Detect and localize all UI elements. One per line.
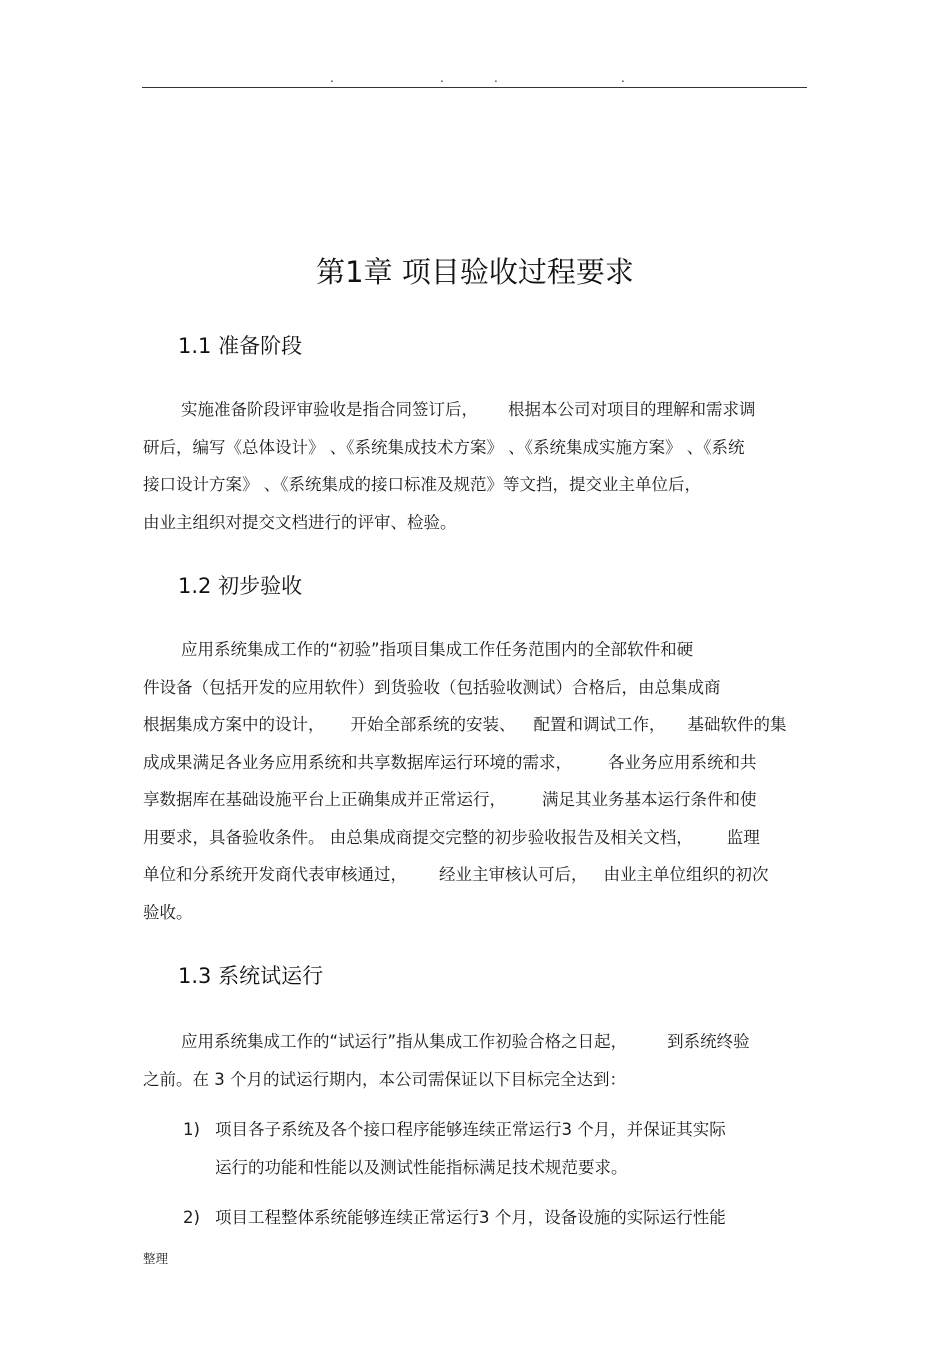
header-rule: [142, 87, 807, 88]
list-item: [183, 1199, 803, 1237]
paragraph-line: 用要求，具备验收条件。 由总集成商提交完整的初步验收报告及相关文档， 监理: [143, 827, 760, 847]
paragraph-line: 成成果满足各业务应用系统和共享数据库运行环境的需求， 各业务应用系统和共: [143, 752, 757, 772]
footer-label: 整理: [143, 1251, 169, 1266]
paragraph-line: 验收。: [143, 902, 193, 922]
list-item-line: 运行的功能和性能以及测试性能指标满足技术规范要求。: [215, 1157, 628, 1177]
section-1-3-paragraph: [143, 1023, 807, 1098]
section-heading-1-2: 1.2 初步验收: [178, 574, 303, 598]
header-dot: .: [330, 71, 334, 85]
paragraph-line: 之前。在 3 个月的试运行期内，本公司需保证以下目标完全达到：: [143, 1069, 626, 1089]
paragraph-line: 根据集成方案中的设计， 开始全部系统的安装、 配置和调试工作， 基础软件的集: [143, 715, 787, 734]
header-dot: .: [494, 71, 498, 85]
list-item-number: 2): [183, 1208, 200, 1227]
paragraph-line: 接口设计方案》 、《系统集成的接口标准及规范》等文挡，提交业主单位后，: [143, 475, 701, 494]
section-1-1-paragraph: [143, 391, 807, 541]
list-item-line: 2) 项目工程整体系统能够连续正常运行3 个月，设备设施的实际运行性能: [183, 1199, 803, 1237]
header-dot: .: [621, 71, 625, 85]
list-item: [183, 1111, 803, 1186]
paragraph-line: 应用系统集成工作的“试运行”指从集成工作初验合格之日起， 到系统终验: [181, 1032, 750, 1051]
paragraph-line: 应用系统集成工作的“初验”指项目集成工作任务范围内的全部软件和硬: [181, 640, 694, 659]
paragraph-line: 享数据库在基础设施平台上正确集成并正常运行， 满足其业务基本运行条件和使: [143, 790, 757, 809]
paragraph-line: 单位和分系统开发商代表审核通过， 经业主审核认可后， 由业主单位组织的初次: [143, 865, 769, 884]
list-item-number: 1): [183, 1120, 200, 1139]
header-dot: .: [440, 71, 444, 85]
section-heading-1-1: 1.1 准备阶段: [178, 334, 303, 358]
list-item-line: 1) 项目各子系统及各个接口程序能够连续正常运行3 个月，并保证其实际: [183, 1111, 803, 1149]
paragraph-line: 件设备（包括开发的应用软件）到货验收（包括验收测试）合格后，由总集成商: [143, 677, 721, 697]
chapter-title: 第1章 项目验收过程要求: [316, 255, 634, 289]
paragraph-line: 实施准备阶段评审验收是指合同签订后， 根据本公司对项目的理解和需求调: [181, 400, 756, 419]
paragraph-line: 由业主组织对提交文档进行的评审、检验。: [143, 512, 457, 532]
paragraph-line: 研后，编写《总体设计》 、《系统集成技术方案》 、《系统集成实施方案》 、《系统: [143, 437, 745, 457]
section-1-2-paragraph: [143, 631, 807, 931]
section-heading-1-3: 1.3 系统试运行: [178, 964, 324, 988]
